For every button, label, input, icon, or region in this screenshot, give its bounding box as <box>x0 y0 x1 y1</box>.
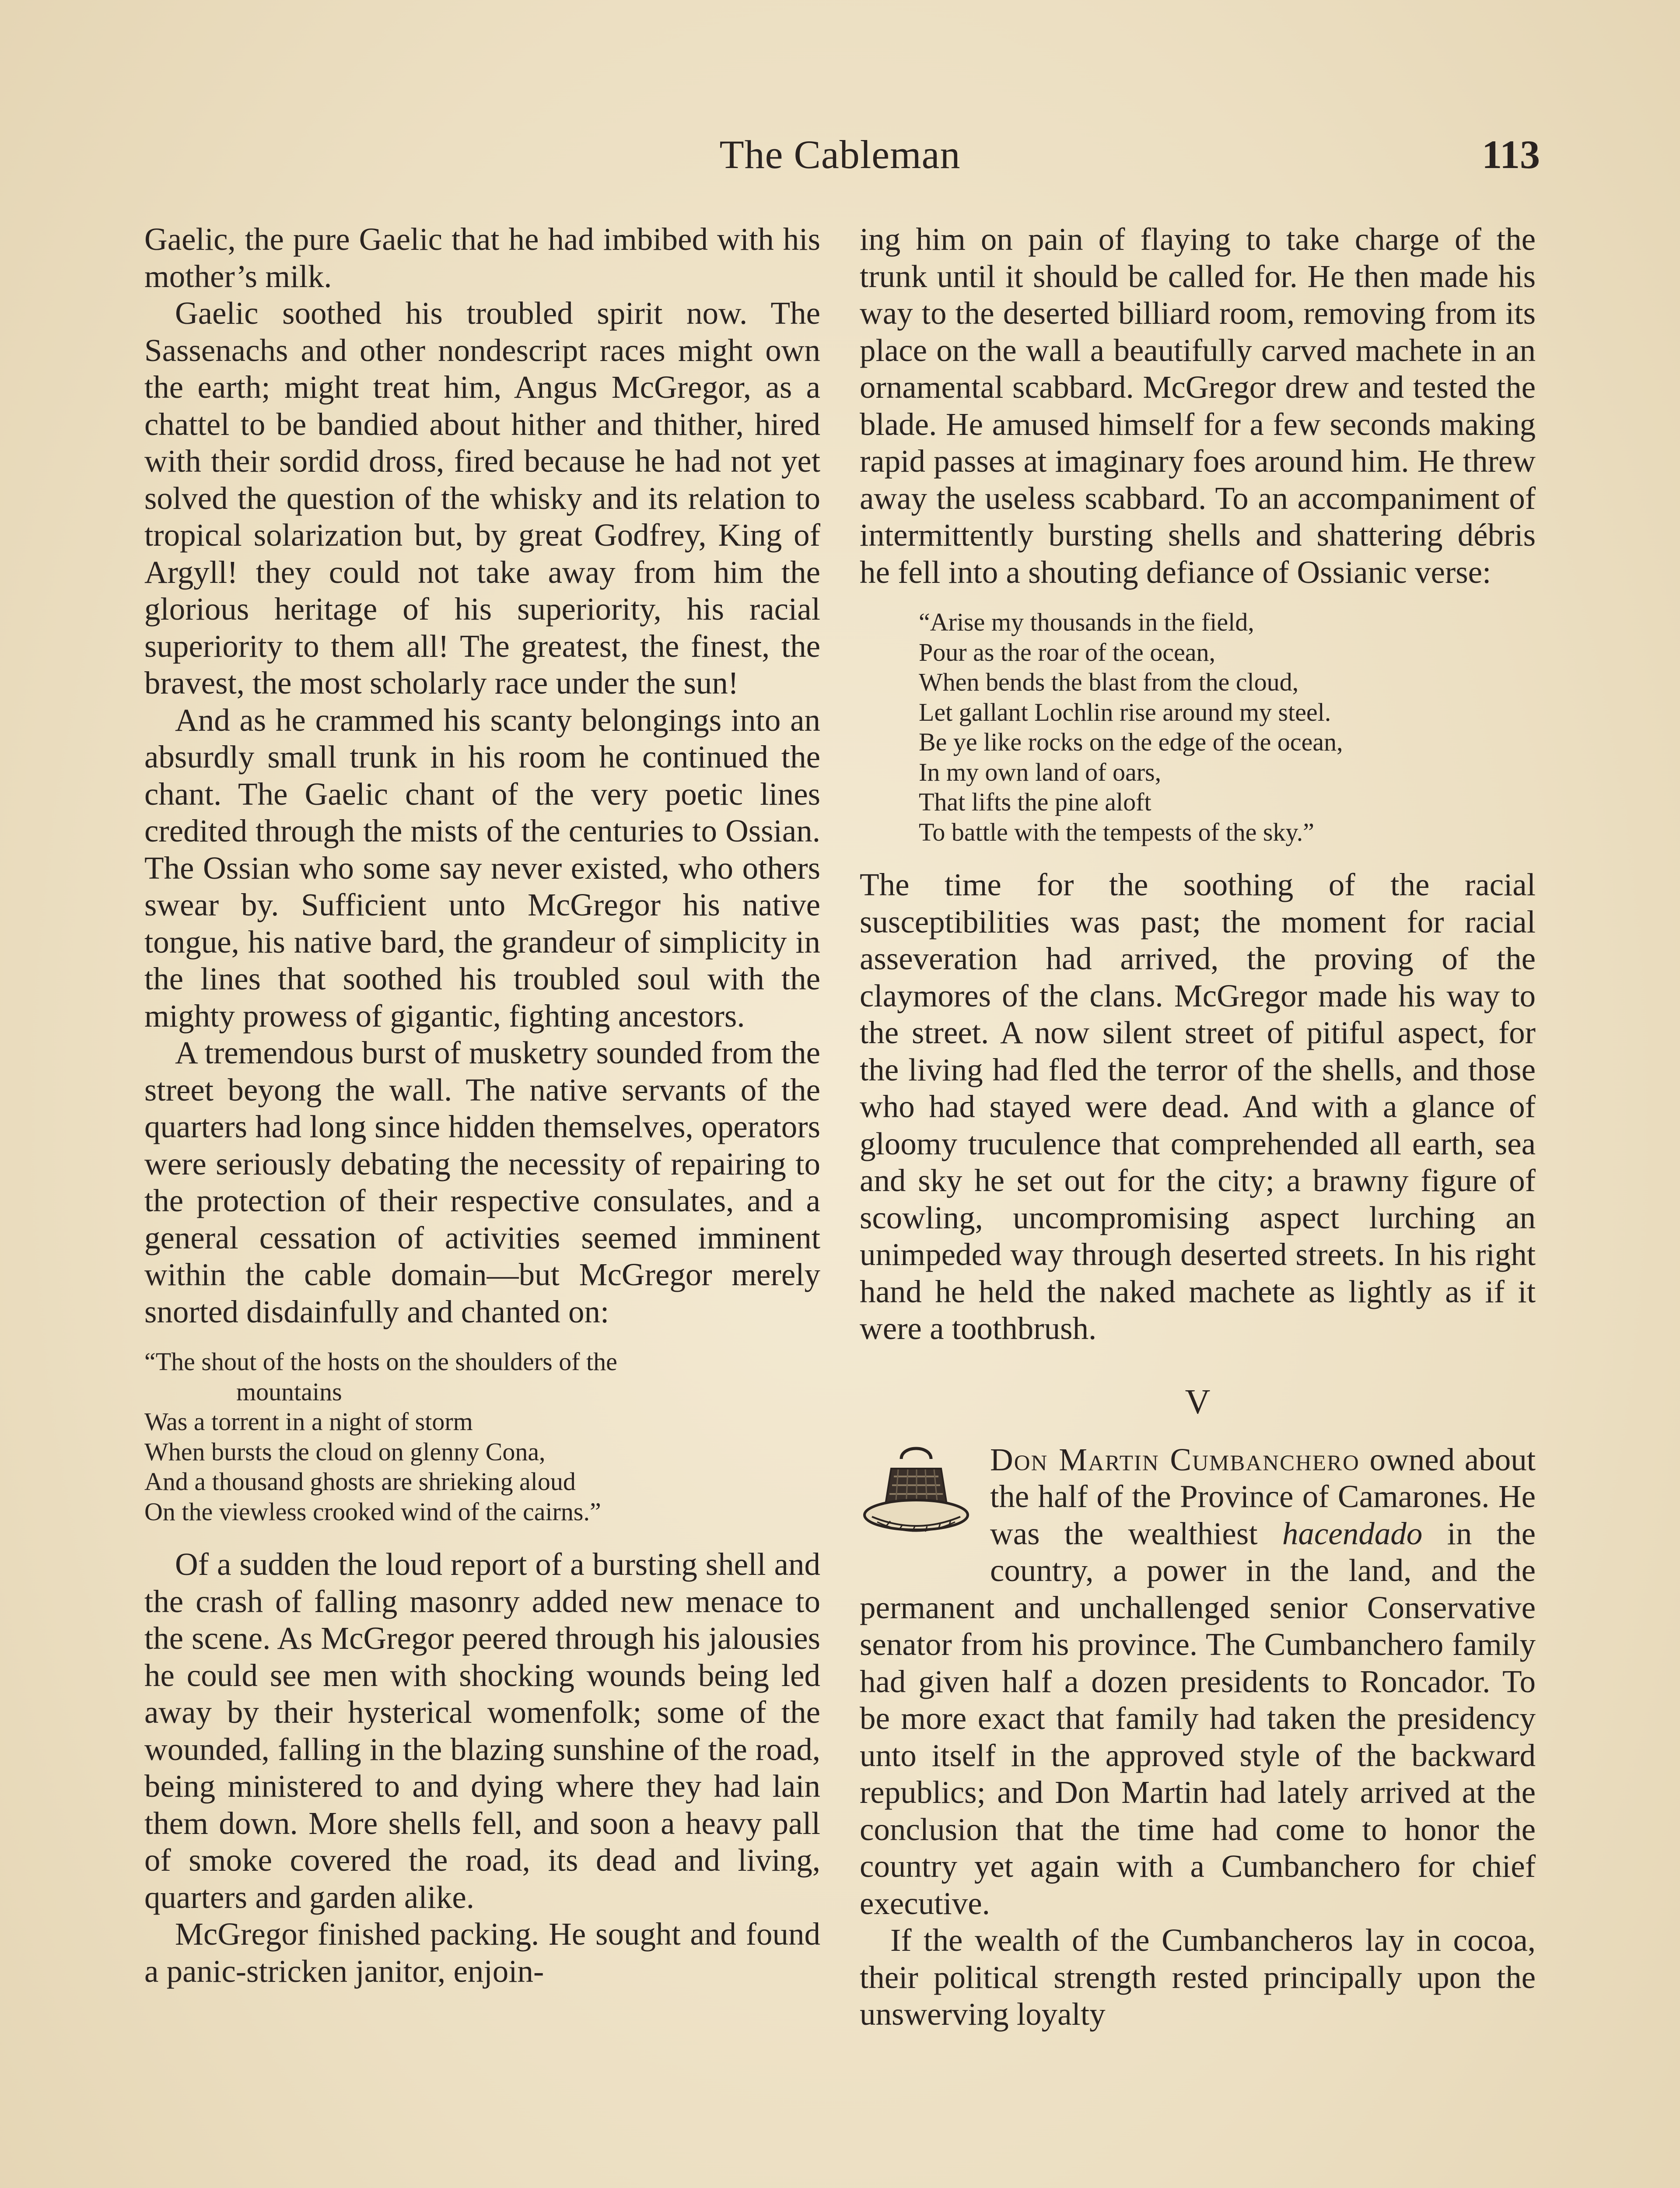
verse-line: In my own land of oars, <box>919 757 1162 786</box>
verse-quotation <box>860 607 1536 847</box>
left-column <box>144 221 820 1990</box>
section-number: V <box>1185 1382 1211 1421</box>
paragraph: Gaelic, the pure Gaelic that he had imbibed with his mother’s milk. <box>144 221 820 294</box>
verse-line: On the viewless crooked wind of the cairns.” <box>144 1497 601 1526</box>
verse-line: “The shout of the hosts on the shoulders of the <box>144 1347 617 1376</box>
running-title: The Cableman <box>719 132 961 177</box>
paragraph: Gaelic soothed his troubled spirit now. The Sassenachs and other nondescript races might own the earth; might treat him, Angus McGregor, as a chattel to be bandied about hither and thither, hired with their sordid dross, fired because he had not yet solved the question of the whisky and its relation to tropical solarization but, by great Godfrey, King of Argyll! they could not take away from him the glorious heritage of his superiority, his racial superiority to them all! The greatest, the finest, the bravest, the most scholarly race under the sun! <box>144 295 820 701</box>
verse-line: When bends the blast from the cloud, <box>919 668 1299 696</box>
paragraph: Of a sudden the loud report of a bursting shell and the crash of falling masonry added new menace to the scene. As McGregor peered through his jalousies he could see men with shocking wounds being led away by their hysterical womenfolk; some of the wounded, falling in the blazing sunshine of the road, being ministered to and dying where they had lain them down. More shells fell, and soon a heavy pall of smoke covered the road, its dead and living, quarters and garden alike. <box>144 1546 820 1915</box>
text-run: owned about the half of the Province of Camarones. He was the wealthiest <box>990 1441 1536 1551</box>
verse-line: That lifts the pine aloft <box>919 788 1152 816</box>
italic-word: hacendado <box>1282 1515 1423 1551</box>
paragraph: The time for the soothing of the racial susceptibilities was past; the moment for racial asseveration had arrived, the proving of the claymores of the clans. McGregor made his way to the street. A now silent street of pitiful aspect, for the living had fled the terror of the shells, and those who had stayed were dead. And with a glance of gloomy truculence that comprehended all earth, sea and sky he set out for the city; a brawny figure of scowling, uncompromising aspect lurching an unimpeded way through deserted streets. In his right hand he held the naked machete as lightly as if it were a toothbrush. <box>860 867 1536 1346</box>
verse-line: Let gallant Lochlin rise around my steel. <box>919 698 1331 726</box>
paragraph: ing him on pain of flaying to take charge of the trunk until it should be called for. He then made his way to the deserted billiard room, removing from its place on the wall a beautifully carved machete in an ornamental scabbard. McGregor drew and tested the blade. He amused himself for a few seconds making rapid passes at imaginary foes around him. He threw away the useless scabbard. To an accompaniment of intermittently bursting shells and shattering débris he fell into a shouting defiance of Ossianic verse: <box>860 221 1536 590</box>
basket-illustration-icon <box>860 1441 973 1551</box>
paragraph: McGregor finished packing. He sought and found a panic-stricken janitor, enjoin- <box>144 1916 820 1989</box>
verse-line: “Arise my thousands in the field, <box>919 608 1254 636</box>
verse-line: Pour as the roar of the ocean, <box>919 638 1216 666</box>
verse-line: mountains <box>236 1377 342 1406</box>
verse-line: Was a torrent in a night of storm <box>144 1407 473 1436</box>
verse-line: When bursts the cloud on glenny Cona, <box>144 1437 546 1466</box>
verse-line: To battle with the tempests of the sky.” <box>919 817 1314 846</box>
paragraph: If the wealth of the Cumbancheros lay in cocoa, their political strength rested principally upon the unswerving loyalty <box>860 1922 1536 2032</box>
paragraph: And as he crammed his scanty belongings into an absurdly small trunk in his room he continued the chant. The Gaelic chant of the very poetic lines credited through the mists of the centuries to Ossian. The Ossian who some say never existed, who others swear by. Sufficient unto McGregor his native tongue, his native bard, the grandeur of simplicity in the lines that soothed his troubled soul with the mighty prowess of gigantic, fighting ancestors. <box>144 702 820 1034</box>
verse-line: And a thousand ghosts are shrieking aloud <box>144 1467 576 1496</box>
verse-quotation <box>144 1347 820 1527</box>
section-opening <box>860 1441 1536 1922</box>
right-column <box>860 221 1536 2033</box>
paragraph: A tremendous burst of musketry sounded from the street beyong the wall. The native servants of the quarters had long since hidden themselves, operators were seriously debating the necessity of repairing to the protection of their respective consulates, and a general cessation of activities seemed imminent within the cable domain—but McGregor merely snorted disdainfully and chanted on: <box>144 1035 820 1329</box>
text-run: in the country, a power in the land, and the permanent and unchallenged senior Conservative senator from his province. The Cumbanchero family had given half a dozen presidents to Roncador. To be more exact that family had taken the presidency unto itself in the approved style of the backward republics; and Don Martin had lately arrived at the conclusion that the time had come to honor the country yet again with a Cumbanchero for chief executive. <box>860 1515 1536 1921</box>
lead-in-name: Don Martin Cumbanchero <box>990 1441 1360 1477</box>
verse-line: Be ye like rocks on the edge of the ocean, <box>919 728 1343 756</box>
page-number: 113 <box>1482 132 1540 177</box>
